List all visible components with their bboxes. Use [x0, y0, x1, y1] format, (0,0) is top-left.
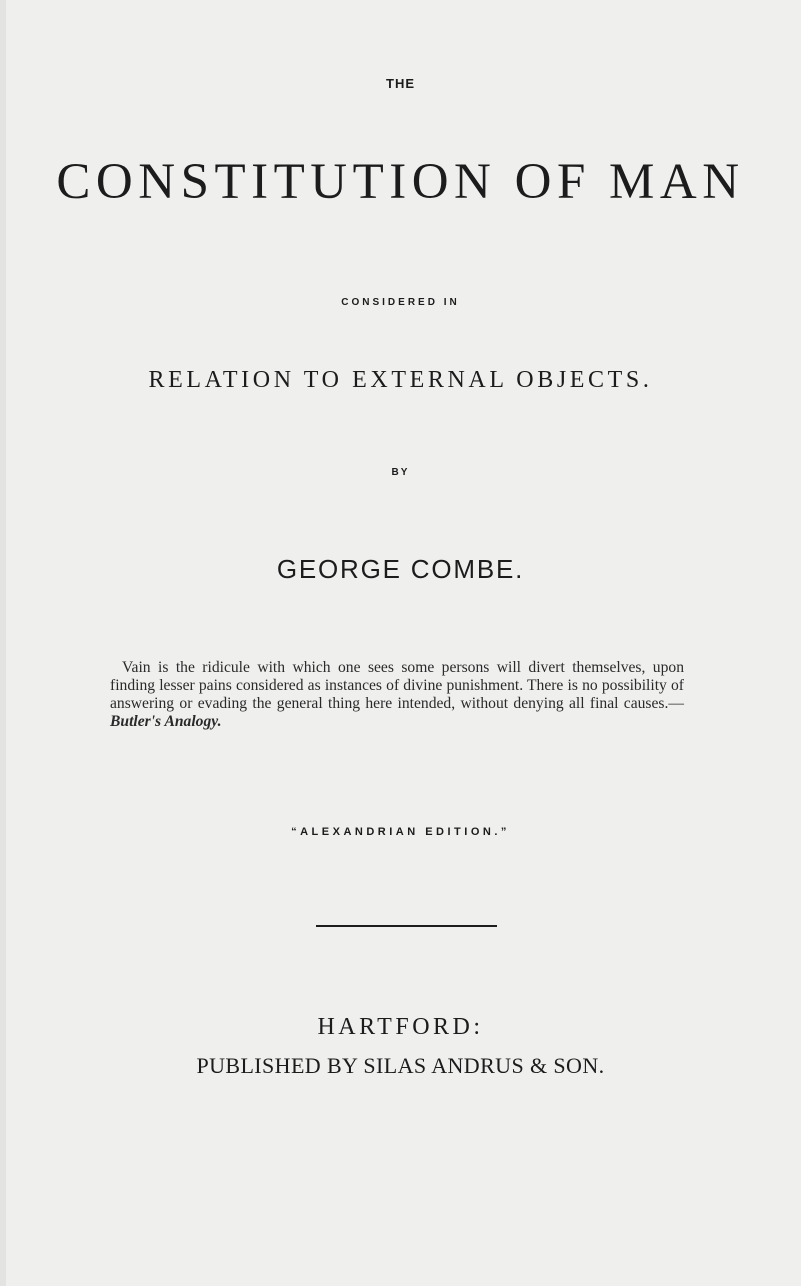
horizontal-rule — [316, 925, 497, 927]
epigraph — [110, 659, 684, 731]
imprint-publisher: PUBLISHED BY SILAS ANDRUS & SON. — [196, 1053, 605, 1078]
epigraph-text: Vain is the ridicule with which one sees some persons will divert themselves, upon finding lesser pains considered as instances of divine punishment. There is no possibility of answering or evading the general thing here intended, without denying all final causes.— — [110, 659, 684, 712]
edition-label: “ALEXANDRIAN EDITION.” — [291, 826, 510, 838]
subtitle: RELATION TO EXTERNAL OBJECTS. — [148, 367, 653, 393]
imprint-city: HARTFORD: — [317, 1014, 484, 1040]
epigraph-source: Butler's Analogy. — [110, 713, 222, 730]
main-title: CONSTITUTION OF MAN — [56, 154, 745, 210]
by-label: BY — [391, 467, 410, 478]
considered-in-label: CONSIDERED IN — [341, 297, 460, 308]
author-name: GEORGE COMBE. — [276, 554, 525, 584]
title-article: THE — [386, 76, 415, 91]
